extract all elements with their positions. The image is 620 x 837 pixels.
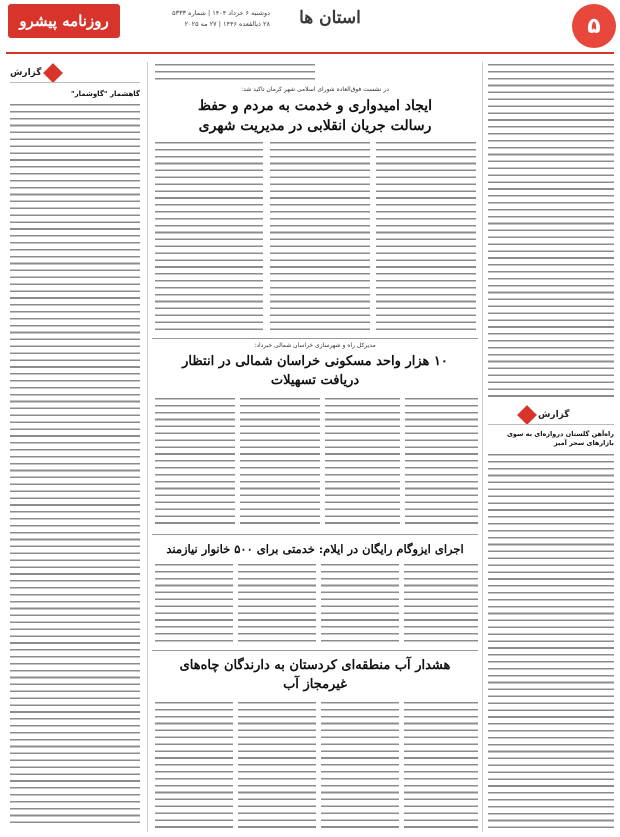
housing-headline-2: دریافت تسهیلات bbox=[270, 373, 360, 388]
kurdistan-headline-2: غیرمجاز آب bbox=[283, 677, 347, 692]
lead-headline-2: رسالت جریان انقلابی در مدیریت شهری bbox=[198, 118, 432, 134]
lead-text-col1 bbox=[376, 140, 476, 330]
left-column-text bbox=[10, 102, 140, 827]
ilam-text-col3 bbox=[238, 562, 316, 644]
page-number: ۵ bbox=[572, 4, 616, 48]
ilam-text-col4 bbox=[155, 562, 233, 644]
masthead bbox=[0, 0, 620, 58]
housing-text-col1 bbox=[405, 396, 478, 526]
right-report-label: گزارش bbox=[538, 410, 570, 420]
ilam-text-col1 bbox=[404, 562, 478, 644]
lead-kicker: در نشست فوق‌العاده شورای اسلامی شهر کرمان تاکید شد: bbox=[241, 86, 389, 93]
ilam-divider bbox=[152, 534, 478, 535]
housing-text-col3 bbox=[240, 396, 320, 526]
date-line-2: ۲۸ ذیالقعده ۱۴۴۶ | ۲۷ مه ۲۰۲۵ bbox=[184, 20, 270, 28]
housing-kicker: مدیرکل راه و شهرسازی خراسان شمالی خبرداد: bbox=[254, 342, 376, 349]
masthead-rule bbox=[6, 52, 614, 54]
housing-divider bbox=[152, 338, 478, 339]
ilam-headline: اجرای ایزوگام رایگان در ایلام: خدمتی برای ۵۰۰ خانوار نیازمند bbox=[166, 542, 464, 556]
housing-headline-1: ۱۰ هزار واحد مسکونی خراسان شمالی در انتظار bbox=[182, 354, 448, 369]
kurdistan-text-col4 bbox=[155, 700, 233, 828]
right-column-divider bbox=[482, 62, 483, 832]
right-report-rule bbox=[488, 424, 614, 425]
kurdistan-text-col1 bbox=[404, 700, 478, 828]
kurdistan-headline-1: هشدار آب منطقه‌ای کردستان به دارندگان چاه‌های bbox=[179, 658, 451, 673]
lead-top-text-left bbox=[155, 62, 315, 82]
right-report-header bbox=[520, 408, 570, 422]
report-diamond-icon bbox=[517, 405, 537, 425]
right-report-title: راه‌آهن گلستان دروازه‌ای به سوی بازارهای سحر آمیز bbox=[506, 430, 614, 447]
left-column-divider bbox=[147, 62, 148, 832]
right-column-bottom-text bbox=[488, 452, 614, 830]
housing-text-col2 bbox=[325, 396, 400, 526]
dateline bbox=[130, 8, 270, 30]
ilam-text-col2 bbox=[321, 562, 399, 644]
kurdistan-text-col2 bbox=[321, 700, 399, 828]
lead-text-col3 bbox=[155, 140, 263, 330]
lead-text-col2 bbox=[270, 140, 370, 330]
date-line-1: دوشنبه ۶ خرداد ۱۴۰۴ | شماره ۵۳۳۳ bbox=[172, 9, 270, 17]
lead-headline-1: ایجاد امیدواری و خدمت به مردم و حفظ bbox=[197, 98, 433, 114]
newspaper-logo: روزنامه پیشرو bbox=[8, 4, 120, 38]
left-report-rule bbox=[10, 82, 140, 83]
left-column-subhead: گاهشمار "گاوشمار" bbox=[70, 90, 140, 98]
kurdistan-divider bbox=[152, 650, 478, 651]
left-report-header bbox=[10, 66, 60, 80]
left-report-label: گزارش bbox=[10, 68, 42, 78]
report-diamond-icon bbox=[43, 63, 63, 83]
kurdistan-text-col3 bbox=[238, 700, 316, 828]
section-title: استان ها bbox=[299, 8, 361, 28]
right-column-top-text bbox=[488, 62, 614, 402]
housing-text-col4 bbox=[155, 396, 235, 526]
